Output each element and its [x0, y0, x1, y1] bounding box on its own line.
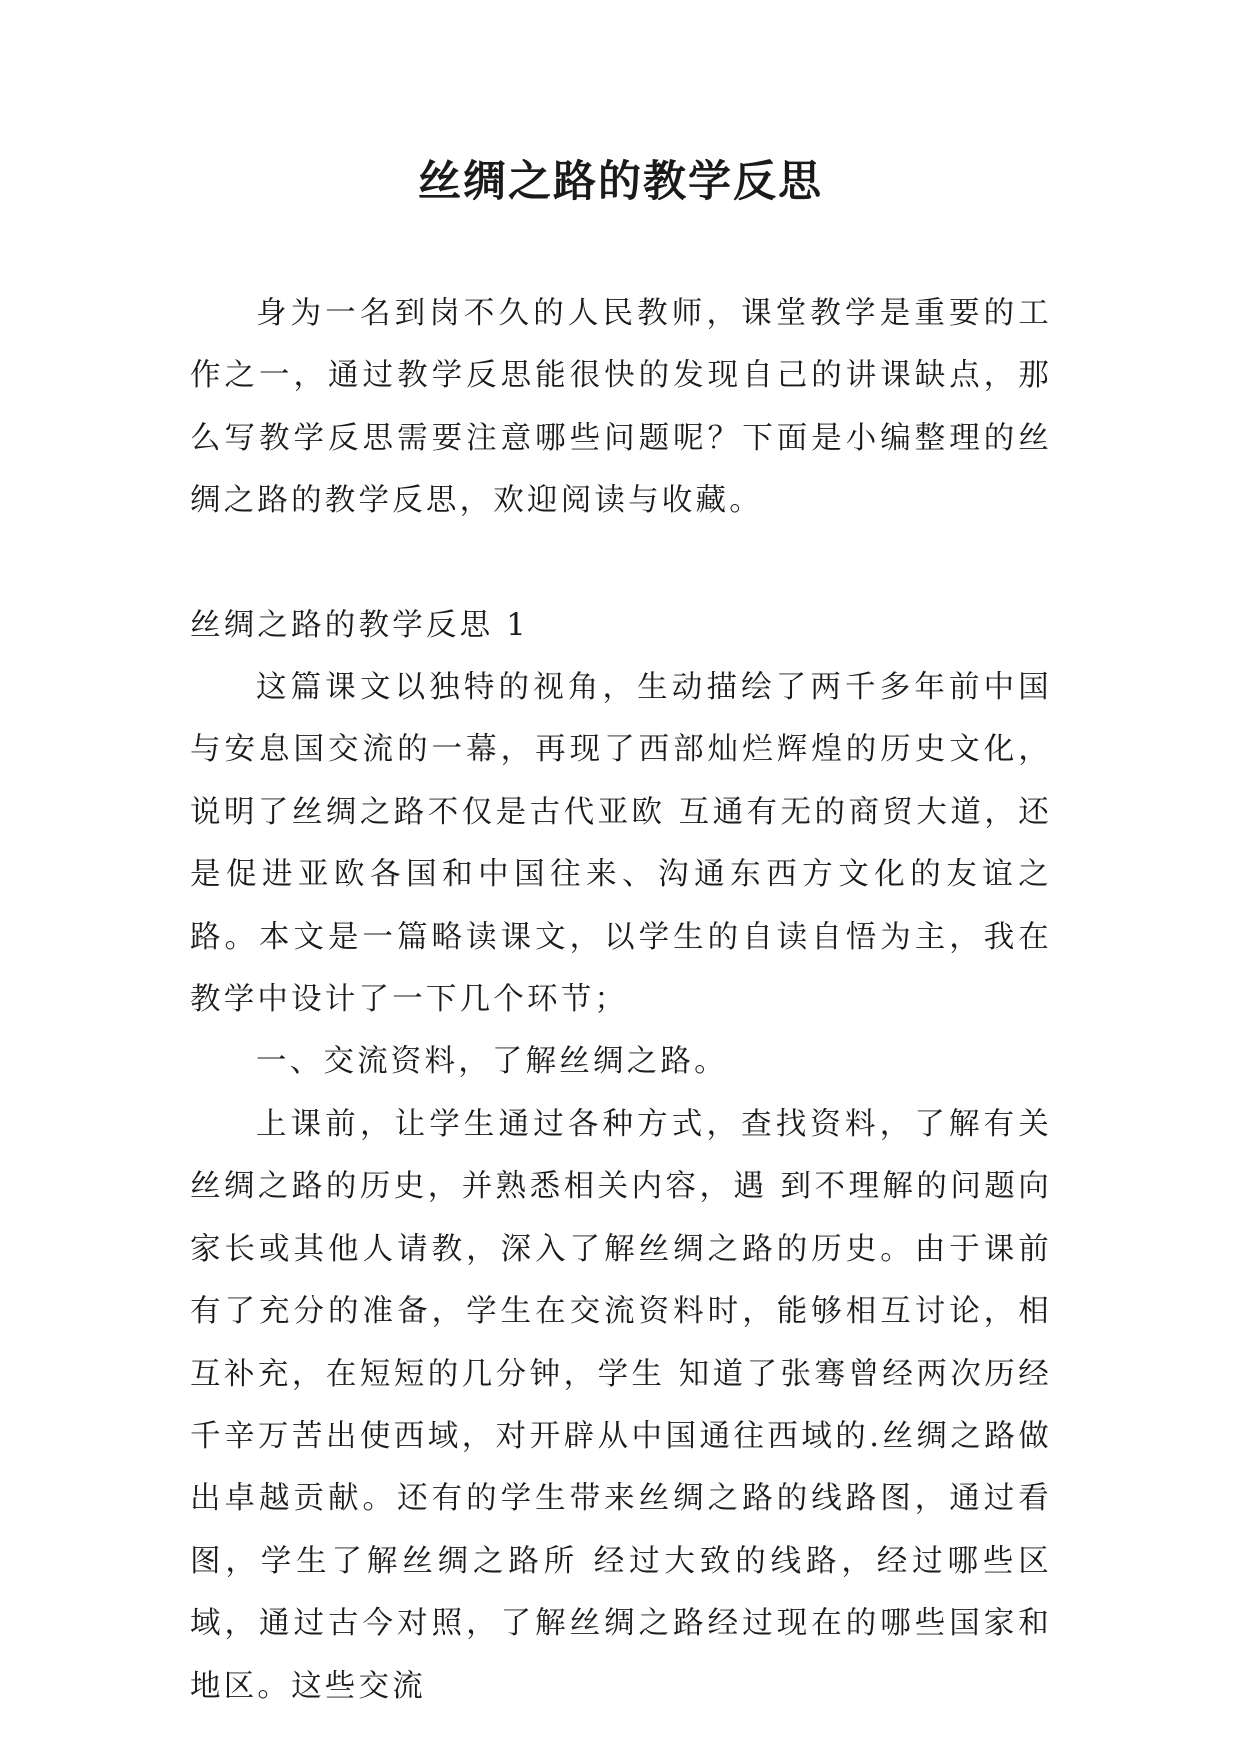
section-heading: 丝绸之路的教学反思 1 — [190, 607, 529, 643]
intro-paragraph: 身为一名到岗不久的人民教师，课堂教学是重要的工作之一，通过教学反思能很快的发现自己的讲课缺点，那么写教学反思需要注意哪些问题呢？下面是小编整理的丝绸之路的教学反思，欢迎阅读与收藏。 — [190, 296, 1052, 519]
document-body — [190, 283, 1052, 1718]
body-paragraph: 这篇课文以独特的视角，生动描绘了两千多年前中国与安息国交流的一幕，再现了西部灿烂辉煌的历史文化，说明了丝绸之路不仅是古代亚欧 互通有无的商贸大道，还是促进亚欧各国和中国往来、沟通东西方文化的友谊之路。本文是一篇略读课文，以学生的自读自悟为主，我在教学中设计了一下几个环节； — [190, 670, 1052, 1018]
body-paragraph: 上课前，让学生通过各种方式，查找资料，了解有关丝绸之路的历史，并熟悉相关内容，遇 到不理解的问题向家长或其他人请教，深入了解丝绸之路的历史。由于课前有了充分的准备，学生在交流资料时，能够相互讨论，相互补充，在短短的几分钟，学生 知道了张骞曾经两次历经千辛万苦出使西域，对开辟从中国通往西域的.丝绸之路做出卓越贡献。还有的学生带来丝绸之路的线路图，通过看图，学生了解丝绸之路所 经过大致的线路，经过哪些区域，通过古今对照，了解丝绸之路经过现在的哪些国家和地区。这些交流 — [190, 1106, 1052, 1704]
subheading-paragraph: 一、交流资料，了解丝绸之路。 — [256, 1044, 728, 1080]
document-title: 丝绸之路的教学反思 — [418, 157, 823, 207]
